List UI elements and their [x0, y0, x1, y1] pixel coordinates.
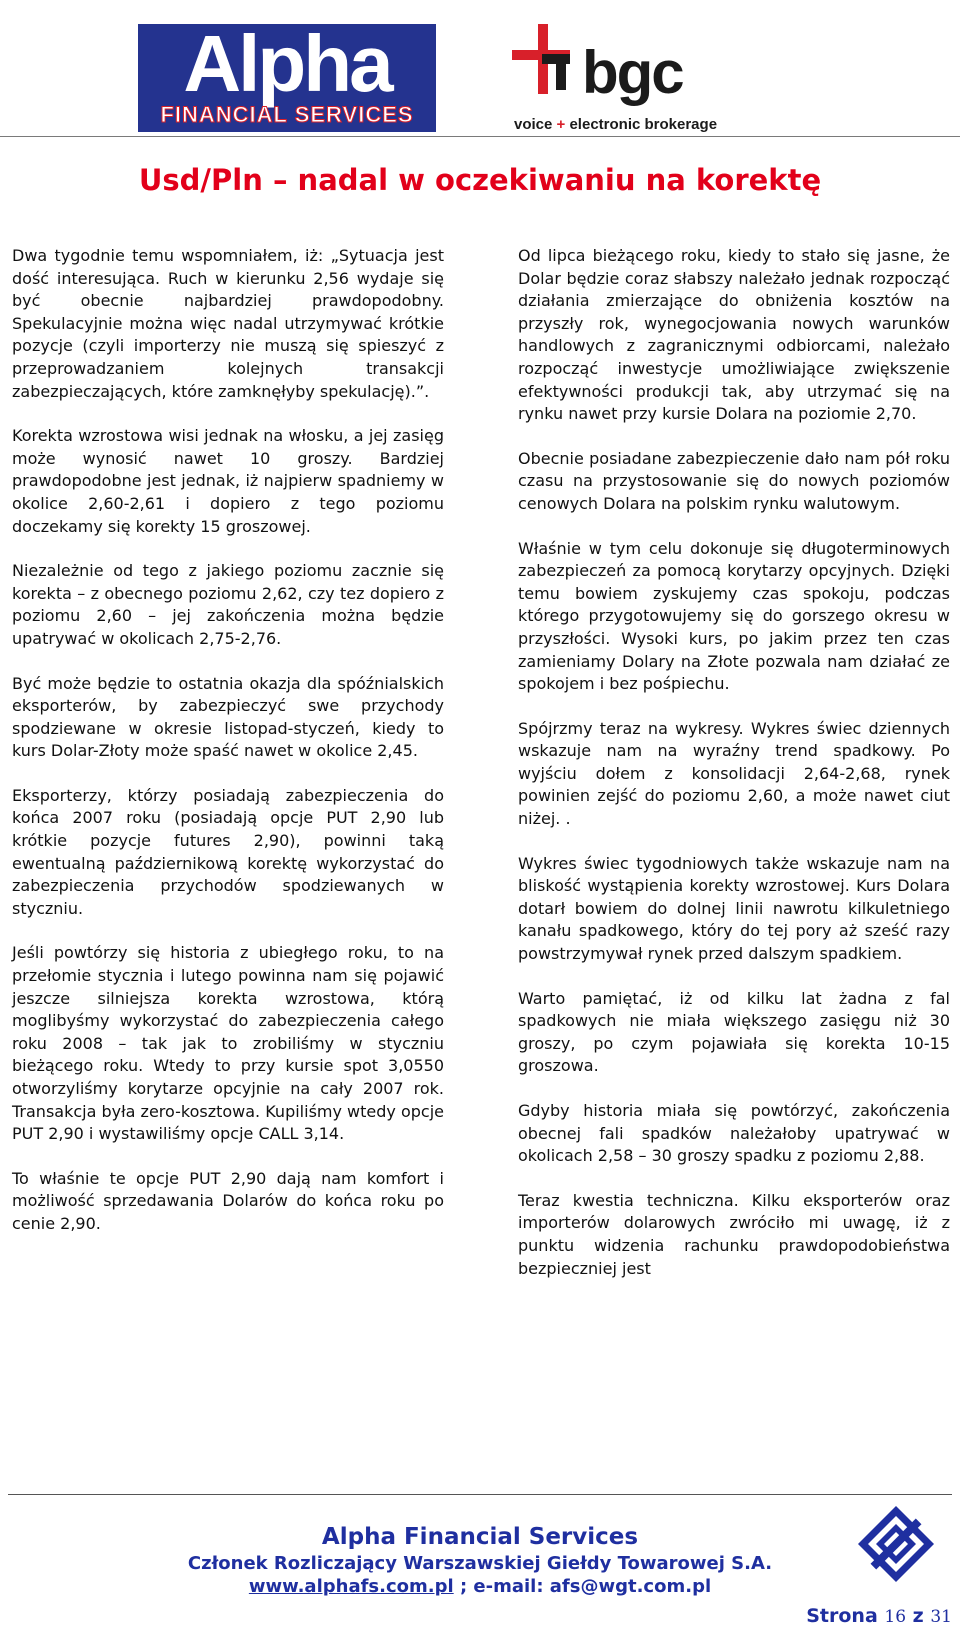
- right-paragraph-8: Teraz kwestia techniczna. Kilku eksporterów oraz importerów dolarowych zwróciło mi uwagę, iż z punktu widzenia rachunku prawdopodobieństwa bezpieczniej jest: [518, 1190, 950, 1278]
- alpha-logo-sub: FINANCIAL SERVICES: [160, 102, 414, 127]
- alpha-logo-main: Alpha: [183, 24, 391, 108]
- page-sep: z: [912, 1605, 924, 1627]
- left-paragraph-7: To właśnie te opcje PUT 2,90 dają nam komfort i możliwość sprzedawania Dolarów do końca roku po cenie 2,90.: [12, 1168, 444, 1233]
- right-paragraph-2: Obecnie posiadane zabezpieczenie dało nam pół roku czasu na przystosowanie się do nowych poziomów cenowych Dolara na polskim rynku walutowym.: [518, 448, 950, 513]
- left-paragraph-2: Korekta wzrostowa wisi jednak na włosku, a jej zasięg może wynosić nawet 10 groszy. Bardziej prawdopodobne jest jednak, iż najpierw spadniemy w okolice 2,60-2,61 i dopiero z tego poziomu doczekamy się korekty 15 groszowej.: [12, 426, 444, 536]
- bgc-tagline-left: voice: [514, 116, 553, 133]
- footer-website-link[interactable]: www.alphafs.com.pl: [248, 1576, 454, 1597]
- page-total: 31: [930, 1607, 952, 1627]
- right-paragraph-5: Wykres świec tygodniowych także wskazuje nam na bliskość wystąpienia korekty wzrostowej. Kurs Dolara dotarł bowiem do dolnej linii nawrotu kilkuletniego kanału spadkowego, który do tej pory aż sześć razy powstrzymywał rynek przed dalszym spadkiem.: [518, 853, 950, 964]
- left-paragraph-5: Eksporterzy, którzy posiadają zabezpieczenia do końca 2007 roku (posiadają opcje PUT 2,90 lub krótkie pozycje futures 2,90), powinni taką ewentualną październikową korektę wykorzystać do zabezpieczenia przychodów spodziewanych w styczniu.: [12, 785, 444, 918]
- footer-divider: [8, 1494, 952, 1495]
- page-label: Strona: [806, 1605, 878, 1627]
- alpha-logo: [138, 24, 436, 132]
- left-paragraph-6: Jeśli powtórzy się historia z ubiegłego roku, to na przełomie stycznia i lutego powinna nam się pojawić jeszcze silniejsza korekta wzrostowa, którą moglibyśmy wykorzystać do zabezpieczenia całego roku 2008 – tak jak to zrobiliśmy w styczniu bieżącego roku. Wtedy to przy kursie spot 3,0550 otworzyliśmy korytarze opcyjnie na cały 2007 rok. Transakcja była zero-kosztowa. Kupiliśmy wtedy opcje PUT 2,90 i wystawiliśmy opcje CALL 3,14.: [12, 943, 444, 1144]
- bgc-logo-word: bgc: [582, 39, 683, 106]
- right-paragraph-1: Od lipca bieżącego roku, kiedy to stało się jasne, że Dolar będzie coraz słabszy należało jednak rozpocząć działania zmierzające do obniżenia kosztów na przyszły rok, wynegocjowania nowych warunków handlowych z zagranicznymi odbiorcami, należało rozpocząć inwestycje umożliwiające zwiększenie efektywności produkcji tak, aby utrzymać się na rynku nawet przy kursie Dolara na poziomie 2,70.: [518, 246, 950, 424]
- footer-email: ; e-mail: afs@wgt.com.pl: [453, 1576, 712, 1597]
- left-column: [12, 245, 444, 1236]
- right-paragraph-3: Właśnie w tym celu dokonuje się długoterminowych zabezpieczeń za pomocą korytarzy opcyjnych. Dzięki temu bowiem zyskujemy czas spokoju, podczas którego przygotowujemy się do gorszego okresu w przyszłości. Wysoki kurs, po jakim przez ten czas zamieniamy Dolary na Złote pozwala nam działać ze spokojem i bez pośpiechu.: [518, 538, 950, 694]
- right-paragraph-7: Gdyby historia miała się powtórzyć, zakończenia obecnej fali spadków należałoby upatrywać w okolicach 2,58 – 30 groszy spadku z poziomu 2,88.: [518, 1101, 950, 1166]
- left-paragraph-3: Niezależnie od tego z jakiego poziomu zacznie się korekta – z obecnego poziomu 2,62, czy tez dopiero z poziomu 2,60 – jej zakończenia można będzie upatrywać w okolicach 2,75-2,76.: [12, 561, 444, 648]
- bgc-tagline: [514, 116, 717, 133]
- bgc-tagline-plus: +: [556, 116, 566, 133]
- left-paragraph-4: Być może będzie to ostatnia okazja dla spóźnialskich eksporterów, by zabezpieczyć swe przychody spodziewane w okresie listopad-styczeń, kiedy to kurs Dolar-Złoty może spaść nawet w okolice 2,45.: [12, 673, 444, 761]
- right-paragraph-6: Warto pamiętać, iż od kilku lat żadna z fal spadkowych nie miała większego zasięgu niż 30 groszy, po czym pojawiała się korekta 10-15 groszowa.: [518, 988, 950, 1076]
- footer-company: Alpha Financial Services: [321, 1524, 639, 1550]
- page-current: 16: [884, 1607, 907, 1627]
- bgc-cross-icon: [512, 24, 582, 94]
- bgc-tagline-right: electronic brokerage: [569, 116, 718, 133]
- bgc-logo: [512, 24, 742, 136]
- page-number: [806, 1605, 952, 1627]
- left-paragraph-1: Dwa tygodnie temu wspomniałem, iż: „Sytuacja jest dość interesująca. Ruch w kierunku 2,56 wydaje się być obecnie najbardziej prawdopodobny. Spekulacyjnie można więc nadal utrzymywać krótkie pozycje (czyli importerzy nie muszą się spieszyć z przeprowadzaniem kolejnych transakcji zabezpieczających, które zamknęłyby spekulację).”.: [12, 246, 444, 401]
- right-column: [518, 245, 950, 1280]
- footer-contact: [0, 1575, 960, 1599]
- footer: [0, 1522, 960, 1599]
- right-paragraph-4: Spójrzmy teraz na wykresy. Wykres świec dziennych wskazuje nam na wyraźny trend spadkowy. Po wyjściu dołem z konsolidacji 2,64-2,68, rynek powinien zejść do poziomu 2,60, a może nawet ciut niżej. .: [518, 718, 950, 829]
- wgt-emblem-icon: [856, 1504, 936, 1584]
- page-title: Usd/Pln – nadal w oczekiwaniu na korektę: [138, 163, 822, 197]
- footer-member-line: Członek Rozliczający Warszawskiej Giełdy Towarowej S.A.: [187, 1553, 773, 1574]
- header-divider: [0, 136, 960, 137]
